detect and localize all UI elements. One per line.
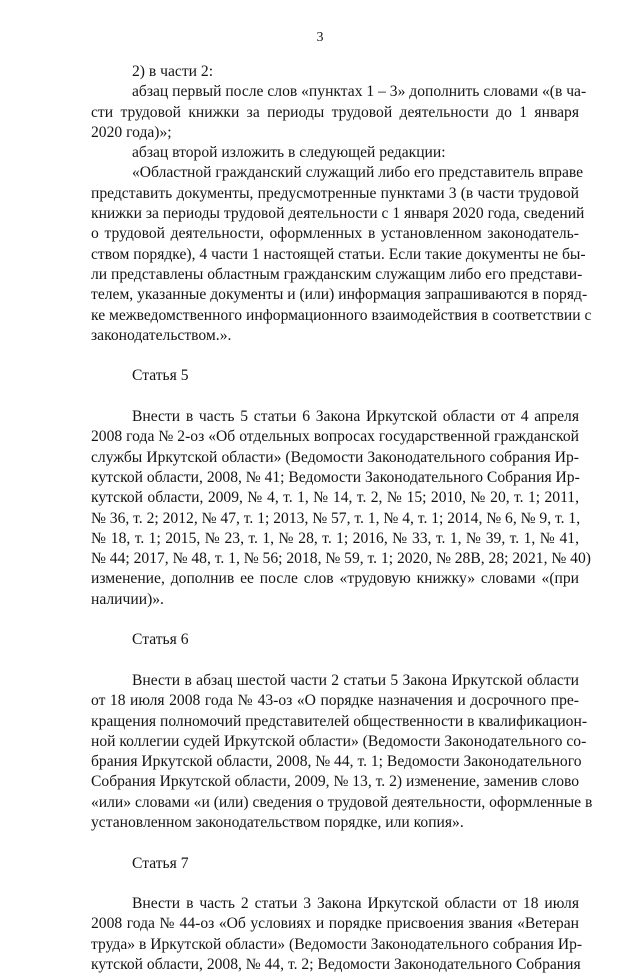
text-line: 2008 года № 2-оз «Об отдельных вопросах государственной гражданской <box>91 428 579 446</box>
text-line: службы Иркутской области» (Ведомости Законодательного собрания Ир- <box>91 448 579 466</box>
text-line: телем, указанные документы и (или) информация запрашиваются в поряд- <box>91 286 588 304</box>
text-line: № 18, т. 1; 2015, № 23, т. 1, № 28, т. 1; 2016, № 33, т. 1, № 39, т. 1, № 41, <box>91 529 579 547</box>
text-line: «или» словами «и (или) сведения о трудовой деятельности, оформленные в <box>91 793 593 811</box>
text-line: изменение, дополнив ее после слов «трудовую книжку» словами «(при <box>91 570 579 588</box>
text-line: 2020 года)»; <box>91 123 172 141</box>
paragraph-gap <box>91 610 579 630</box>
text-line: установленном законодательством порядке, или копия». <box>91 813 464 831</box>
text-line: № 36, т. 2; 2012, № 47, т. 1; 2013, № 57, т. 1, № 4, т. 1; 2014, № 6, № 9, т. 1, <box>91 509 581 527</box>
text-line: Внести в часть 2 статьи 3 Закона Иркутской области от 18 июля <box>132 895 579 913</box>
text-line: кутской области, 2009, № 4, т. 1, № 14, т. 2, № 15; 2010, № 20, т. 1; 2011, <box>91 489 579 507</box>
text-line: труда» в Иркутской области» (Ведомости Законодательного собрания Ир- <box>91 935 583 953</box>
paragraph-gap <box>91 874 579 894</box>
text-line: сти трудовой книжки за периоды трудовой деятельности до 1 января <box>91 103 579 121</box>
text-line: абзац первый после слов «пунктах 1 – 3» дополнить словами «(в ча- <box>132 83 587 101</box>
page-number: 3 <box>316 30 324 45</box>
paragraph-gap <box>91 651 579 671</box>
text-line: Внести в часть 5 статьи 6 Закона Иркутской области от 4 апреля <box>132 408 579 426</box>
text-line: ной коллегии судей Иркутской области» (Ведомости Законодательного со- <box>91 732 587 750</box>
document-body <box>91 62 593 975</box>
text-line: о трудовой деятельности, оформленных в установленном законодатель- <box>91 225 579 243</box>
text-line: ке межведомственного информационного взаимодействия в соответствии с <box>91 306 592 324</box>
text-line: кутской области, 2008, № 44, т. 2; Ведомости Законодательного Собрания <box>91 956 581 974</box>
text-line: абзац второй изложить в следующей редакции: <box>132 144 446 162</box>
text-line: № 44; 2017, № 48, т. 1, № 56; 2018, № 59, т. 1; 2020, № 28В, 28; 2021, № 40) <box>91 550 591 568</box>
paragraph-gap <box>91 833 579 853</box>
text-line: Внести в абзац шестой части 2 статьи 5 Закона Иркутской области <box>132 671 579 689</box>
text-line: книжки за периоды трудовой деятельности с 1 января 2020 года, сведений <box>91 205 585 223</box>
text-line: ли представлены областным гражданским служащим либо его представи- <box>91 265 583 283</box>
text-line: наличии)». <box>91 590 164 608</box>
text-line: от 18 июля 2008 года № 43-оз «О порядке назначения и досрочного пре- <box>91 692 579 710</box>
paragraph-gap <box>91 387 579 407</box>
paragraph-gap <box>91 346 579 366</box>
text-line: брания Иркутской области, 2008, № 44, т. 1; Ведомости Законодательного <box>91 753 582 771</box>
text-line: 2008 года № 44-оз «Об условиях и порядке присвоения звания «Ветеран <box>91 915 579 933</box>
text-line: ством порядке), 4 части 1 настоящей статьи. Если такие документы не бы- <box>91 245 586 263</box>
text-line: представить документы, предусмотренные пунктами 3 (в части трудовой <box>91 184 579 202</box>
article-heading: Статья 6 <box>132 631 189 649</box>
article-heading: Статья 7 <box>132 854 189 872</box>
text-line: «Областной гражданский служащий либо его представитель вправе <box>132 164 584 182</box>
text-line: законодательством.». <box>91 326 232 344</box>
text-line: кутской области, 2008, № 41; Ведомости Законодательного Собрания Ир- <box>91 468 580 486</box>
text-line: Собрания Иркутской области, 2009, № 13, т. 2) изменение, заменив слово <box>91 773 580 791</box>
text-line: 2) в части 2: <box>132 63 214 80</box>
text-line: кращения полномочий представителей общественности в квалификацион- <box>91 712 588 730</box>
article-heading: Статья 5 <box>132 367 189 385</box>
